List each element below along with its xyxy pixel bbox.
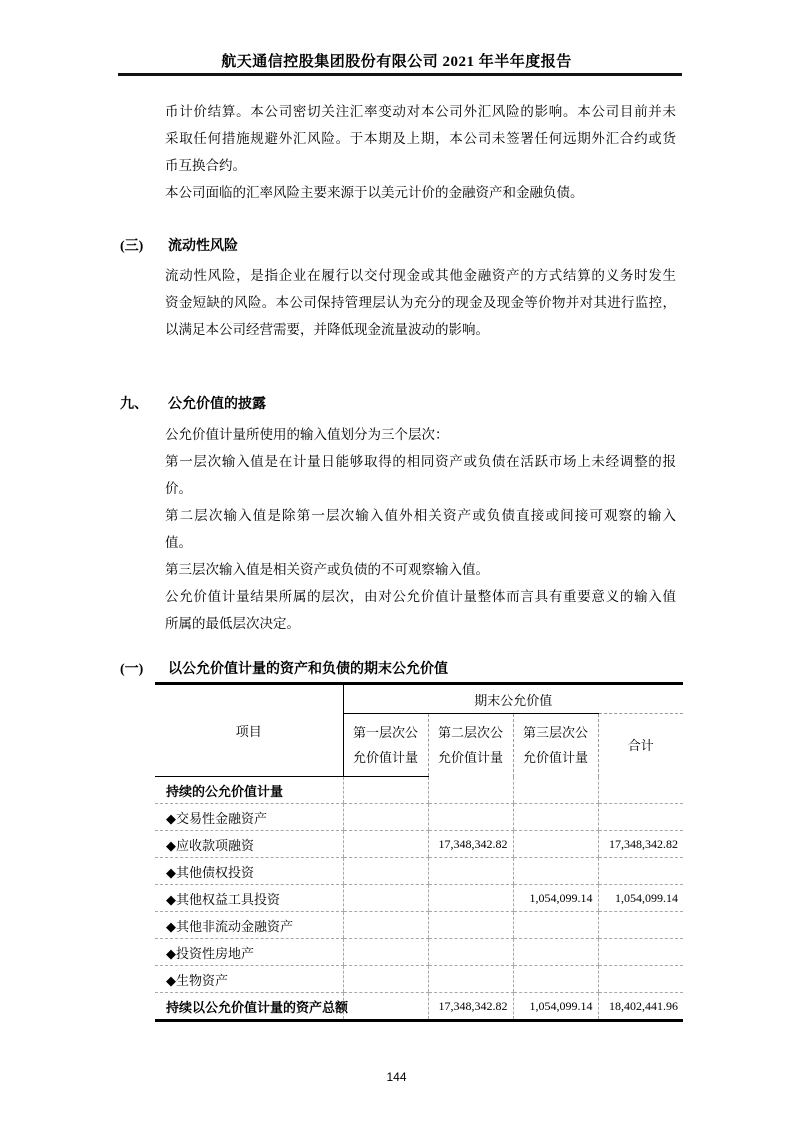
col-header-text: 第一层次公 — [352, 725, 418, 740]
cell-total — [598, 858, 683, 885]
cell-level1 — [343, 858, 428, 885]
text-line: 价。 — [165, 481, 192, 496]
table-header-row-group — [155, 684, 683, 714]
col-header-item: 项目 — [155, 684, 343, 777]
col-header-text: 允价值计量 — [352, 750, 418, 765]
text-line: 第三层次输入值是相关资产或负债的不可观察输入值。 — [165, 562, 489, 577]
text-line: 值。 — [165, 535, 192, 550]
col-header-text: 第二层次公 — [437, 725, 503, 741]
table-row — [155, 939, 683, 966]
row-label: ◆生物资产 — [155, 966, 343, 993]
section-heading-fair-value — [120, 394, 680, 416]
cell-level2: 17,348,342.82 — [428, 831, 513, 858]
cell-total: 1,054,099.14 — [598, 885, 683, 912]
table-row — [155, 831, 683, 858]
cell-level3 — [513, 804, 598, 831]
page-number: 144 — [386, 1070, 407, 1084]
intro-paragraphs — [165, 98, 676, 206]
text-line: 公允价值计量所使用的输入值划分为三个层次： — [165, 427, 449, 442]
cell-total — [598, 912, 683, 939]
text-line: 第二层次输入值是除第一层次输入值外相关资产或负债直接或间接可观察的输入 — [165, 508, 676, 523]
cell-level1 — [343, 912, 428, 939]
cell-level3: 1,054,099.14 — [513, 993, 598, 1021]
cell-level2 — [428, 939, 513, 966]
section-title: 以公允价值计量的资产和负债的期末公允价值 — [168, 662, 448, 677]
cell-level1 — [343, 966, 428, 993]
section-title: 公允价值的披露 — [168, 397, 266, 412]
cell-total — [598, 966, 683, 993]
col-header-text: 允价值计量 — [522, 750, 588, 766]
cell-level2 — [428, 885, 513, 912]
section-number: 九、 — [120, 397, 148, 412]
table-row — [155, 858, 683, 885]
liquidity-paragraph — [165, 262, 676, 343]
cell-total — [598, 804, 683, 831]
cell-level3 — [513, 939, 598, 966]
header-rule — [118, 73, 682, 76]
col-header-text: 第三层次公 — [522, 725, 588, 741]
col-header-total — [598, 714, 683, 777]
col-header-level1 — [343, 714, 428, 777]
cell-level2 — [428, 966, 513, 993]
col-header-text: 允价值计量 — [437, 750, 503, 766]
col-header-group: 期末公允价值 — [474, 692, 553, 708]
section-title: 流动性风险 — [168, 239, 238, 254]
text-line: 流动性风险，是指企业在履行以交付现金或其他金融资产的方式结算的义务时发生 — [165, 268, 676, 283]
row-label: 持续的公允价值计量 — [155, 777, 343, 804]
row-label: ◆其他权益工具投资 — [155, 885, 343, 912]
table-row — [155, 912, 683, 939]
cell-level2 — [428, 858, 513, 885]
fair-value-table — [155, 682, 683, 1022]
cell-level3 — [513, 912, 598, 939]
row-label: 持续以公允价值计量的资产总额 — [166, 999, 349, 1015]
row-label: ◆投资性房地产 — [155, 939, 343, 966]
col-header-level2 — [428, 714, 513, 777]
cell-level3 — [513, 858, 598, 885]
text-line: 币计价结算。本公司密切关注汇率变动对本公司外汇风险的影响。本公司目前并未 — [165, 104, 676, 119]
text-line: 币互换合约。 — [165, 158, 246, 173]
section-number: (一) — [120, 662, 144, 677]
table-row-total — [155, 993, 683, 1021]
row-label: ◆交易性金融资产 — [155, 804, 343, 831]
text-line: 资金短缺的风险。本公司保持管理层认为充分的现金及现金等价物并对其进行监控， — [165, 295, 676, 310]
report-header-title: 航天通信控股集团股份有限公司 2021 年半年度报告 — [221, 54, 572, 70]
section-heading-fv-table — [120, 659, 680, 681]
cell-level1 — [343, 777, 428, 804]
cell-level2 — [428, 804, 513, 831]
row-label: ◆应收款项融资 — [155, 831, 343, 858]
cell-level2: 17,348,342.82 — [428, 993, 513, 1021]
cell-level3 — [513, 777, 598, 804]
cell-total — [598, 777, 683, 804]
text-line: 采取任何措施规避外汇风险。于本期及上期，本公司未签署任何远期外汇合约或货 — [165, 131, 676, 146]
table-row — [155, 885, 683, 912]
col-header-level3 — [513, 714, 598, 777]
cell-level1 — [343, 885, 428, 912]
cell-level2 — [428, 912, 513, 939]
cell-total: 17,348,342.82 — [598, 831, 683, 858]
cell-level3: 1,054,099.14 — [513, 885, 598, 912]
cell-level1 — [343, 993, 428, 1021]
section-heading-liquidity — [120, 236, 680, 258]
cell-level1 — [343, 831, 428, 858]
cell-level2 — [428, 777, 513, 804]
cell-level3 — [513, 831, 598, 858]
row-label: ◆其他非流动金融资产 — [155, 912, 343, 939]
table-row — [155, 804, 683, 831]
text-line: 本公司面临的汇率风险主要来源于以美元计价的金融资产和金融负债。 — [165, 185, 584, 200]
table-row — [155, 966, 683, 993]
section-number: (三) — [120, 239, 144, 254]
table-row — [155, 777, 683, 804]
fair-value-paragraphs — [165, 421, 676, 637]
text-line: 所属的最低层次决定。 — [165, 616, 300, 631]
text-line: 第一层次输入值是在计量日能够取得的相同资产或负债在活跃市场上未经调整的报 — [165, 454, 676, 469]
cell-total — [598, 939, 683, 966]
col-header-text: 合计 — [627, 737, 654, 753]
cell-level3 — [513, 966, 598, 993]
cell-level1 — [343, 804, 428, 831]
cell-total: 18,402,441.96 — [598, 993, 683, 1021]
text-line: 公允价值计量结果所属的层次，由对公允价值计量整体而言具有重要意义的输入值 — [165, 589, 676, 604]
text-line: 以满足本公司经营需要，并降低现金流量波动的影响。 — [165, 322, 489, 337]
row-label: ◆其他债权投资 — [155, 858, 343, 885]
cell-level1 — [343, 939, 428, 966]
